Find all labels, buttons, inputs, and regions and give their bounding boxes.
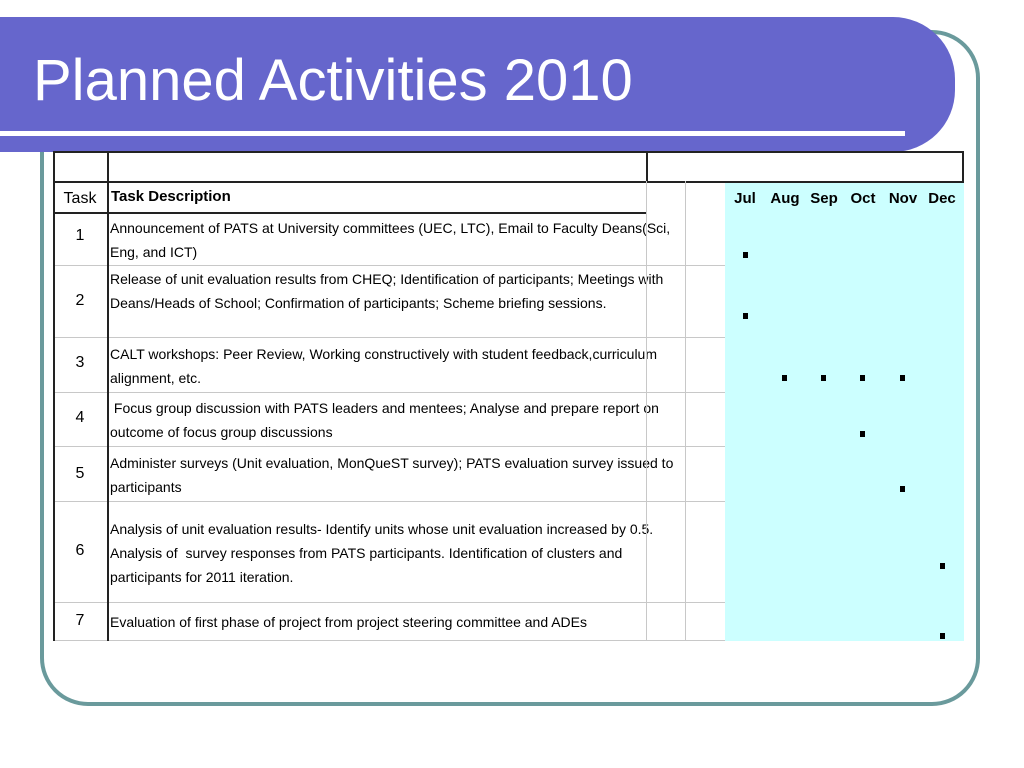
month-sep: Sep [810,190,838,207]
schedule-mark [860,375,865,381]
header-top-border [53,181,964,183]
task-description: Administer surveys (Unit evaluation, MonQueST survey); PATS evaluation survey issued to participants [110,455,678,495]
task-number: 4 [75,409,85,426]
task-description: Analysis of unit evaluation results- Identify units whose unit evaluation increased by 0.5. Analysis of survey responses from PATS participants. Identification of clusters and participants for 2011 iteration. [110,521,657,585]
spacer-column-border [685,181,686,641]
task-description: Announcement of PATS at University committees (UEC, LTC), Email to Faculty Deans(Sci, Eng, and ICT) [110,220,675,260]
month-jul: Jul [734,190,756,207]
schedule-mark [860,431,865,437]
schedule-mark [900,375,905,381]
title-underline [0,131,905,136]
row-divider [53,501,725,502]
schedule-mark [940,633,945,639]
schedule-mark [743,252,748,258]
row-divider [53,446,725,447]
task-column-border [107,151,109,641]
schedule-mark [900,486,905,492]
description-column-border [646,151,648,181]
month-dec: Dec [928,190,956,207]
task-description: Evaluation of first phase of project from project steering committee and ADEs [110,614,588,630]
table-top-border [53,151,964,153]
month-oct: Oct [850,190,876,207]
task-description: Focus group discussion with PATS leaders and mentees; Analyse and prepare report on outcome of focus group discussions [110,400,663,440]
schedule-mark [782,375,787,381]
schedule-mark [940,563,945,569]
timeline-area [725,182,964,641]
row-divider [53,265,725,266]
header-bottom-border [53,212,647,214]
task-number: 6 [75,542,85,559]
task-description: Release of unit evaluation results from CHEQ; Identification of participants; Meetings with Deans/Heads of School; Confirmation of participants; Scheme briefing sessions. [110,271,668,311]
schedule-mark [821,375,826,381]
activities-table [53,151,964,641]
task-description: CALT workshops: Peer Review, Working constructively with student feedback,curriculum alignment, etc. [110,346,661,386]
description-column-border [646,181,647,641]
month-nov: Nov [888,190,918,207]
schedule-mark [743,313,748,319]
header-task: Task [63,190,97,207]
header-task-description: Task Description [111,188,231,205]
task-number: 3 [75,354,85,371]
task-number: 5 [75,465,85,482]
table-right-border [962,151,964,181]
task-number: 7 [75,612,85,629]
row-divider [53,602,725,603]
table-left-border [53,151,55,641]
slide-title: Planned Activities 2010 [33,48,633,113]
month-aug: Aug [770,190,800,207]
table-bottom-border [53,640,725,641]
task-number: 2 [75,292,85,309]
month-header [725,182,964,215]
row-divider [53,337,725,338]
row-divider [53,392,725,393]
task-number: 1 [75,227,85,244]
